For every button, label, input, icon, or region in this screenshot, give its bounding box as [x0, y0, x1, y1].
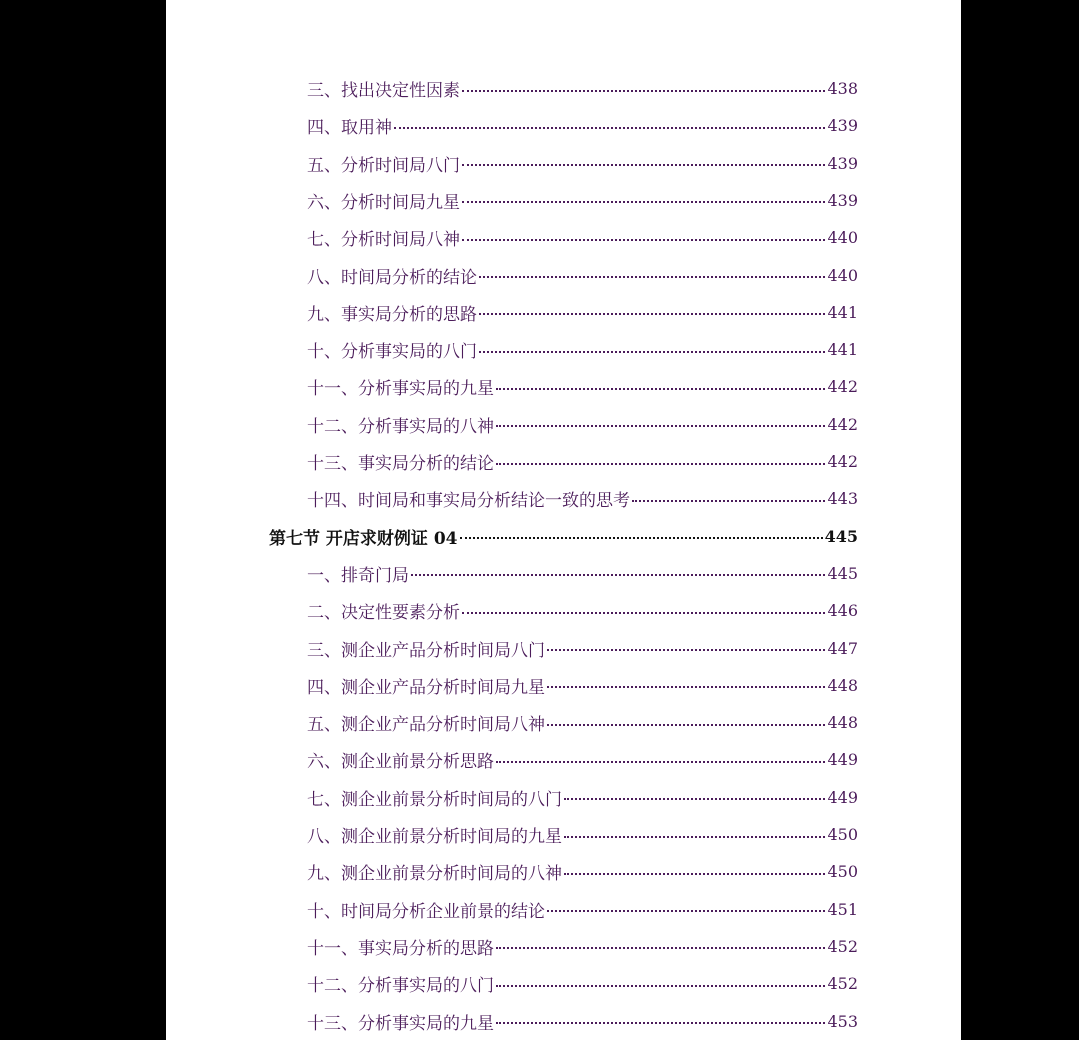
dot-leader	[496, 761, 825, 763]
toc-entry[interactable]	[307, 368, 858, 405]
toc-entry-page-number: 441	[827, 340, 858, 360]
toc-entry[interactable]	[307, 70, 858, 107]
toc-entry-page-number: 450	[827, 862, 858, 882]
toc-entry-title: 八、测企业前景分析时间局的九星	[307, 827, 562, 847]
toc-entry-title: 十、分析事实局的八门	[307, 342, 477, 363]
toc-entry-page-number: 451	[827, 899, 858, 919]
toc-section-heading[interactable]	[269, 518, 858, 555]
toc-entry-page-number: 442	[827, 452, 858, 471]
toc-entry-title: 十三、事实局分析的结论	[307, 454, 494, 474]
toc-entry-page-number: 441	[827, 302, 858, 322]
toc-entry-title: 十一、事实局分析的思路	[307, 938, 494, 959]
toc-entry[interactable]	[307, 406, 858, 443]
dot-leader	[479, 276, 825, 278]
dot-leader	[411, 574, 825, 576]
dot-leader	[564, 798, 825, 800]
toc-entry[interactable]	[307, 928, 858, 965]
toc-entry-page-number: 449	[827, 750, 858, 770]
toc-entry[interactable]	[307, 853, 858, 890]
toc-entry-page-number: 439	[827, 116, 858, 136]
toc-entry[interactable]	[307, 1003, 858, 1040]
toc-entry[interactable]	[307, 630, 858, 667]
toc-entry-page-number: 449	[827, 787, 858, 807]
toc-entry-page-number: 440	[827, 265, 858, 285]
toc-entry-page-number: 447	[827, 638, 858, 658]
dot-leader	[479, 351, 825, 353]
dot-leader	[462, 164, 825, 166]
dot-leader	[462, 612, 825, 614]
toc-entry[interactable]	[307, 331, 858, 368]
toc-entry-title: 七、测企业前景分析时间局的八门	[307, 789, 562, 810]
toc-entry-title: 五、测企业产品分析时间局八神	[307, 715, 545, 736]
toc-entry[interactable]	[307, 816, 858, 853]
toc-entry[interactable]	[307, 182, 858, 219]
dot-leader	[496, 985, 825, 987]
dot-leader	[496, 425, 825, 427]
dot-leader	[496, 947, 825, 949]
toc-entry-page-number: 450	[827, 825, 858, 844]
toc-entry-page-number: 440	[827, 228, 858, 248]
toc-entry-page-number: 445	[827, 563, 858, 583]
toc-entry-title: 一、排奇门局	[307, 565, 409, 586]
dot-leader	[394, 127, 825, 129]
dot-leader	[547, 910, 825, 912]
toc-entry[interactable]	[307, 592, 858, 629]
toc-entry-page-number: 446	[827, 601, 858, 621]
toc-entry[interactable]	[307, 741, 858, 778]
toc-entry[interactable]	[307, 294, 858, 331]
toc-entry-title: 六、分析时间局九星	[307, 192, 460, 213]
dot-leader	[462, 201, 825, 203]
dot-leader	[496, 1022, 825, 1024]
toc-entry-title: 三、测企业产品分析时间局八门	[307, 640, 545, 661]
toc-entry[interactable]	[307, 443, 858, 480]
toc-entry-title: 四、测企业产品分析时间局九星	[307, 677, 545, 698]
toc-entry-title: 十三、分析事实局的九星	[307, 1013, 494, 1034]
toc-entry-title: 十四、时间局和事实局分析结论一致的思考	[307, 491, 630, 512]
dot-leader	[496, 463, 825, 465]
toc-entry-page-number: 452	[827, 974, 858, 994]
toc-entry-title: 九、测企业前景分析时间局的八神	[307, 864, 562, 885]
toc-entry-page-number: 445	[824, 526, 858, 546]
dot-leader	[547, 686, 825, 688]
toc-entry-title: 十一、分析事实局的九星	[307, 379, 494, 400]
dot-leader	[564, 836, 825, 838]
toc-entry[interactable]	[307, 480, 858, 517]
toc-entry-title: 四、取用神	[307, 118, 392, 139]
dot-leader	[632, 500, 825, 502]
toc-entry[interactable]	[307, 965, 858, 1002]
toc-entry-page-number: 439	[827, 190, 858, 210]
toc-entry[interactable]	[307, 667, 858, 704]
dot-leader	[462, 90, 825, 92]
toc-entry-page-number: 448	[827, 713, 858, 733]
toc-entry-title: 二、决定性要素分析	[307, 603, 460, 624]
toc-entry[interactable]	[307, 257, 858, 294]
toc-entry[interactable]	[307, 704, 858, 741]
toc-entry-page-number: 442	[827, 377, 858, 397]
dot-leader	[460, 537, 823, 539]
toc-entry[interactable]	[307, 219, 858, 256]
toc-entry-page-number: 439	[827, 153, 858, 173]
dot-leader	[547, 649, 825, 651]
toc-entry-page-number: 453	[827, 1011, 858, 1031]
dot-leader	[564, 873, 825, 875]
dot-leader	[479, 313, 825, 315]
dot-leader	[547, 724, 825, 726]
toc-entry-title: 十、时间局分析企业前景的结论	[307, 901, 545, 922]
toc-entry-title: 十二、分析事实局的八神	[307, 416, 494, 437]
toc-entry-title: 五、分析时间局八门	[307, 155, 460, 176]
toc-entry[interactable]	[307, 779, 858, 816]
document-page	[166, 0, 961, 1040]
toc-entry-title: 六、测企业前景分析思路	[307, 752, 494, 773]
toc-entry-title: 九、事实局分析的思路	[307, 304, 477, 325]
toc-entry[interactable]	[307, 555, 858, 592]
dot-leader	[496, 388, 825, 390]
toc-entry-page-number: 448	[827, 675, 858, 695]
toc-entry-title: 十二、分析事实局的八门	[307, 976, 494, 997]
toc-entry-page-number: 442	[827, 414, 858, 434]
toc-entry-title: 七、分析时间局八神	[307, 230, 460, 251]
toc-entry-title: 三、找出决定性因素	[307, 81, 460, 101]
toc-entry-title: 第七节 开店求财例证 04	[269, 528, 458, 549]
toc-entry[interactable]	[307, 107, 858, 144]
toc-entry-page-number: 452	[827, 936, 858, 956]
toc-entry[interactable]	[307, 891, 858, 928]
dot-leader	[462, 239, 825, 241]
toc-entry-title: 八、时间局分析的结论	[307, 267, 477, 288]
toc-entry-page-number: 443	[827, 489, 858, 509]
toc-entry[interactable]	[307, 145, 858, 182]
toc-entry-page-number: 438	[827, 79, 858, 98]
